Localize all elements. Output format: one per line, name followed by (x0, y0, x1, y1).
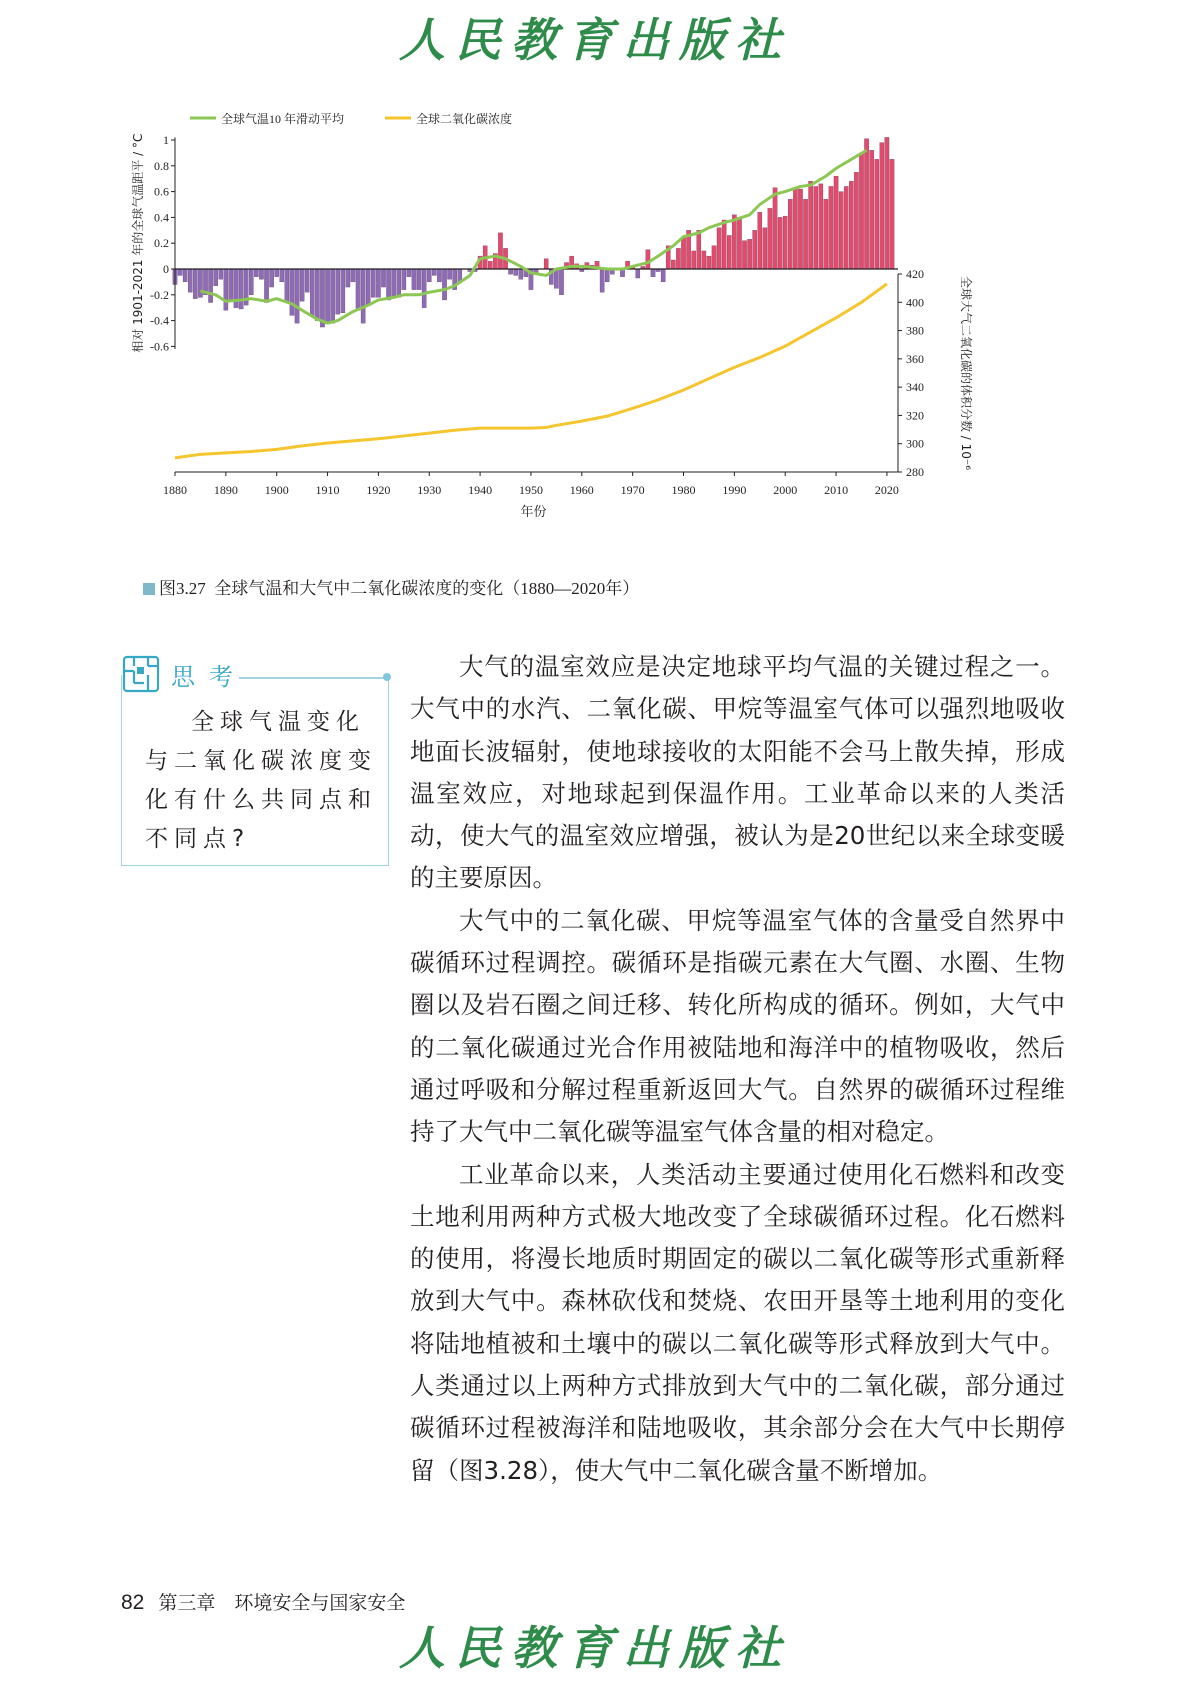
left-tick-label: 0 (163, 262, 169, 276)
x-tick-label: 1990 (722, 483, 747, 497)
x-tick-label: 1880 (163, 483, 187, 497)
temperature-bar (824, 199, 828, 269)
temperature-bar (310, 269, 314, 315)
temperature-bar (280, 269, 284, 282)
temperature-bar (249, 269, 253, 295)
think-title: 思考 (171, 663, 247, 691)
x-tick-label: 1940 (468, 483, 493, 497)
temperature-bar (361, 269, 365, 323)
temperature-bar (224, 269, 228, 310)
temperature-bar (371, 269, 375, 297)
temperature-bar (758, 212, 762, 269)
temperature-bar (661, 269, 665, 282)
temperature-bar (229, 269, 233, 301)
temperature-bar (488, 261, 492, 269)
temperature-bar (269, 269, 273, 287)
temperature-bar (305, 269, 309, 292)
x-tick-label: 1890 (213, 483, 238, 497)
temperature-bar (432, 269, 436, 275)
temperature-bar (727, 235, 731, 269)
temperature-bar (397, 269, 401, 297)
left-tick-label: 0.2 (154, 236, 169, 251)
temperature-bar (849, 181, 853, 269)
temperature-bar (295, 269, 299, 323)
page-footer (121, 1588, 405, 1615)
figure-caption (143, 574, 639, 599)
temperature-bar (717, 228, 721, 269)
x-tick-label: 1920 (366, 483, 391, 497)
temperature-bar (803, 199, 807, 269)
temperature-bar (366, 269, 370, 305)
left-tick-label: -0.6 (150, 339, 169, 354)
temperature-bar (783, 216, 787, 269)
temperature-bar (737, 217, 741, 269)
x-tick-label: 1970 (620, 483, 645, 497)
temperature-bar (707, 256, 711, 269)
temperature-bar (829, 186, 833, 269)
temperature-bar (600, 269, 604, 292)
temperature-bar (544, 259, 548, 269)
temperature-bar (722, 220, 726, 269)
paragraph: 大气中的二氧化碳、甲烷等温室气体的含量受自然界中碳循环过程调控。碳循环是指碳元素在大气圈、水圈、生物圈以及岩石圈之间迁移、转化所构成的循环。例如，大气中的二氧化碳通过光合作用被陆地和海洋中的植物吸收，然后通过呼吸和分解过程重新返回大气。自然界的碳循环过程维持了大气中二氧化碳等温室气体含量的相对稳定。 (410, 905, 1065, 1147)
right-tick-label: 300 (906, 436, 924, 451)
x-tick-label: 2000 (773, 483, 798, 497)
temperature-bar (214, 269, 218, 286)
temperature-bar (742, 241, 746, 269)
temperature-bar (753, 230, 757, 269)
x-axis-label: 年份 (520, 505, 547, 520)
temperature-bar (402, 269, 406, 290)
temperature-bar (646, 250, 650, 269)
temperature-bar (809, 181, 813, 269)
temperature-bar (386, 269, 390, 300)
temperature-bar (254, 269, 258, 277)
temperature-bar (300, 269, 304, 301)
temperature-bar (692, 251, 696, 269)
temperature-bar (346, 269, 350, 287)
temperature-bar (442, 269, 446, 300)
temperature-bar (559, 269, 563, 295)
caption-number: 图3.27 (159, 579, 206, 598)
temperature-bar (341, 269, 345, 313)
temperature-bar (336, 269, 340, 314)
temperature-bar (447, 269, 451, 279)
temperature-bar (788, 199, 792, 269)
temperature-bar (381, 269, 385, 287)
temperature-bar (417, 269, 421, 290)
legend-label-co2: 全球二氧化碳浓度 (416, 112, 513, 126)
left-tick-label: 0.8 (154, 158, 169, 173)
temperature-bar (239, 269, 243, 309)
temperature-bar (188, 269, 192, 292)
temperature-bar (219, 269, 223, 279)
temperature-bar (880, 143, 884, 269)
temperature-bar (697, 230, 701, 269)
temperature-bar (554, 269, 558, 288)
left-tick-label: 0.6 (154, 184, 169, 199)
x-tick-label: 1950 (518, 483, 543, 497)
chart-lines (175, 150, 887, 458)
temperature-bar (768, 208, 772, 269)
temperature-bar (778, 217, 782, 269)
temperature-bar (178, 269, 182, 275)
temperature-bar (351, 269, 355, 282)
think-title-rule (239, 677, 385, 679)
co2-line (175, 284, 887, 458)
temperature-bar (315, 269, 319, 321)
temperature-bar (407, 269, 411, 277)
temperature-bar (793, 189, 797, 269)
right-tick-label: 360 (906, 351, 924, 366)
x-tick-label: 1900 (264, 483, 289, 497)
temperature-bar (819, 184, 823, 269)
temperature-bar (437, 269, 441, 282)
temperature-bar (676, 248, 680, 269)
body-text (410, 646, 1065, 1492)
temperature-bar (834, 176, 838, 269)
puzzle-icon (121, 653, 165, 697)
temperature-bar (651, 269, 655, 277)
temperature-bar (636, 269, 640, 278)
temperature-bar (814, 186, 818, 269)
caption-marker (143, 583, 155, 595)
left-tick-label: 1 (163, 133, 169, 147)
temperature-bar (875, 159, 879, 269)
paragraph: 工业革命以来，人类活动主要通过使用化石燃料和改变土地利用两种方式极大地改变了全球碳循环过程。化石燃料的使用，将漫长地质时期固定的碳以二氧化碳等形式重新释放到大气中。森林砍伐和焚烧、农田开垦等土地利用的变化将陆地植被和土壤中的碳以二氧化碳等形式释放到大气中。人类通过以上两种方式排放到大气中的二氧化碳，部分通过碳循环过程被海洋和陆地吸收，其余部分会在大气中长期停留（图3.28），使大气中二氧化碳含量不断增加。 (410, 1159, 1065, 1485)
think-box (121, 645, 389, 869)
right-tick-label: 280 (906, 465, 924, 479)
left-axis-label: 相对 1901-2021 年的全球气温距平 / °C (131, 133, 145, 353)
temperature-bar (839, 192, 843, 269)
temperature-bar (890, 159, 894, 269)
temperature-bar (508, 269, 512, 274)
temperature-bar (859, 153, 863, 269)
x-tick-label: 1910 (315, 483, 340, 497)
temperature-bar (671, 260, 675, 269)
temperature-bar (747, 239, 751, 269)
temperature-bar (870, 150, 874, 269)
temperature-bar (798, 189, 802, 269)
temperature-bar (422, 269, 426, 308)
temperature-bar (773, 188, 777, 269)
temperature-bar (320, 269, 324, 327)
temperature-bar (331, 269, 335, 323)
temperature-bar (183, 269, 187, 282)
temperature-bar (605, 269, 609, 282)
left-tick-label: 0.4 (154, 210, 169, 225)
publisher-logo-top: 人民教育出版社 (399, 13, 791, 67)
chart-legend (190, 111, 512, 126)
legend-label-moving-average: 全球气温10 年滑动平均 (221, 112, 345, 126)
publisher-logo-bottom: 人民教育出版社 (399, 1621, 791, 1675)
temperature-bar (844, 186, 848, 269)
temperature-bar (193, 269, 197, 299)
temperature-bar (356, 269, 360, 310)
temperature-co2-chart (130, 108, 980, 568)
temperature-bar (763, 228, 767, 269)
temperature-bar (208, 269, 212, 303)
think-title-dot (383, 673, 391, 681)
temperature-bar (376, 269, 380, 297)
temperature-bar (885, 137, 889, 269)
right-tick-label: 340 (906, 380, 924, 395)
x-tick-label: 1960 (569, 483, 594, 497)
x-tick-label: 2020 (874, 483, 899, 497)
temperature-bar (702, 251, 706, 269)
x-tick-label: 2010 (824, 483, 849, 497)
temperature-bar (290, 269, 294, 315)
temperature-bar (325, 269, 329, 323)
temperature-bar (519, 269, 523, 279)
temperature-bar (514, 269, 518, 275)
right-axis-label: 全球大气二氧化碳的体积分数 / 10⁻⁶ (959, 275, 973, 471)
temperature-bar (275, 269, 279, 277)
caption-text: 全球气温和大气中二氧化碳浓度的变化（1880—2020年） (214, 579, 640, 598)
temperature-bar (427, 269, 431, 282)
temperature-bar (264, 269, 268, 303)
temperature-bar (681, 237, 685, 269)
temperature-bar (259, 269, 263, 279)
page-number: 82 (121, 1591, 145, 1614)
chapter-title: 第三章 环境安全与国家安全 (158, 1593, 406, 1614)
think-question: 全球气温变化与二氧化碳浓度变化有什么共同点和不同点? (145, 709, 377, 852)
right-tick-label: 320 (906, 408, 924, 423)
right-tick-label: 400 (906, 295, 924, 310)
temperature-bar (498, 233, 502, 269)
left-tick-label: -0.4 (150, 313, 169, 328)
right-tick-label: 380 (906, 323, 924, 338)
x-tick-label: 1980 (671, 483, 696, 497)
x-tick-label: 1930 (417, 483, 442, 497)
paragraph: 大气的温室效应是决定地球平均气温的关键过程之一。大气中的水汽、二氧化碳、甲烷等温室气体可以强烈地吸收地面长波辐射，使地球接收的太阳能不会马上散失掉，形成温室效应，对地球起到保温作用。工业革命以来的人类活动，使大气的温室效应增强，被认为是20世纪以来全球变暖的主要原因。 (410, 652, 1065, 893)
temperature-bar (712, 246, 716, 269)
right-tick-label: 420 (906, 267, 924, 281)
temperature-bar (732, 215, 736, 269)
temperature-bar (412, 269, 416, 290)
left-tick-label: -0.2 (150, 287, 169, 302)
temperature-bar (285, 269, 289, 301)
temperature-bar (854, 172, 858, 269)
temperature-bar (198, 269, 202, 297)
temperature-bar (864, 139, 868, 269)
temperature-bar (392, 269, 396, 297)
